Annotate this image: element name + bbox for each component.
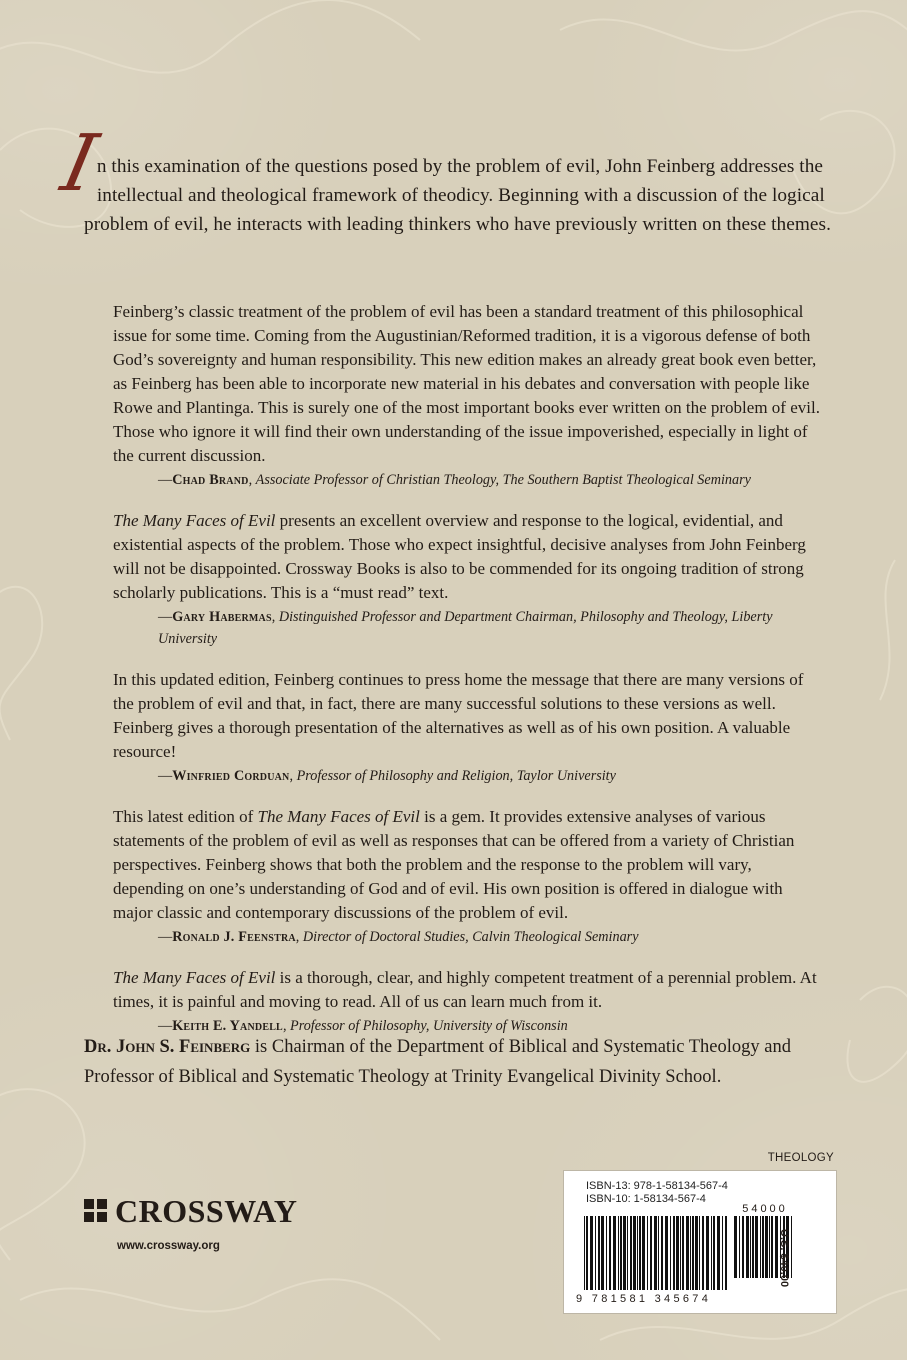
barcode-bar — [734, 1216, 737, 1278]
ean-barcode — [584, 1216, 729, 1292]
barcode-bar — [791, 1216, 792, 1278]
barcode-bar — [633, 1216, 636, 1290]
barcode-bar — [618, 1216, 619, 1290]
endorsement-text: This latest edition of The Many Faces of Evil is a gem. It provides extensive analyses of various statements of the problem of evil as well as responses that can be offered from a variety of Christian perspectives. Feinberg shows that both the problem and the response to the problem will vary, depending on one’s understanding of God and of evil. His own position is offered in dialogue with major classic and contemporary discussions of the problem of evil. — [113, 807, 795, 922]
barcode-bar — [680, 1216, 681, 1290]
barcode-bar — [620, 1216, 622, 1290]
barcode-bar — [755, 1216, 758, 1278]
endorsement-text: The Many Faces of Evil presents an excellent overview and response to the logical, evidential, and existential aspects of the problem. Those who expect insightful, decisive analyses from John Feinberg will not be disappointed. Crossway Books is also to be commended for its ongoing tradition of strong scholarly publications. This is a “must read” text. — [113, 511, 806, 602]
ean-digits: 9 781581 345674 — [576, 1293, 712, 1305]
barcode-bar — [699, 1216, 700, 1290]
intro-paragraph — [54, 119, 832, 240]
barcode-bar — [630, 1216, 632, 1290]
book-title: The Many Faces of Evil — [113, 511, 276, 530]
barcode-bar — [613, 1216, 616, 1290]
barcode-bar — [642, 1216, 645, 1290]
barcode-bar — [690, 1216, 691, 1290]
barcode-bar — [609, 1216, 611, 1290]
endorser-name: Keith E. Yandell — [172, 1018, 283, 1034]
barcode-bar — [722, 1216, 723, 1290]
endorser-name: Ronald J. Feenstra — [172, 929, 296, 945]
category-label: THEOLOGY — [767, 1152, 834, 1164]
endorsement — [113, 509, 825, 650]
endorser-title: Associate Professor of Christian Theology, The Southern Baptist Theological Seminary — [255, 472, 751, 488]
barcode-bar — [692, 1216, 694, 1290]
barcode-bar — [760, 1216, 761, 1278]
barcode-bar — [673, 1216, 675, 1290]
barcode-bar — [706, 1216, 709, 1290]
endorsement — [113, 966, 825, 1037]
barcode-bar — [627, 1216, 628, 1290]
barcode-bar — [769, 1216, 770, 1278]
isbn-10: ISBN-10: 1-58134-567-4 — [586, 1193, 706, 1205]
barcode-bar — [717, 1216, 720, 1290]
price-addon-number: 54000 — [742, 1203, 788, 1215]
barcode-bar — [711, 1216, 712, 1290]
author-bio — [84, 1032, 844, 1092]
endorser-title: Professor of Philosophy and Religion, Taylor University — [296, 768, 616, 784]
endorsements — [113, 300, 825, 1055]
barcode-bar — [601, 1216, 604, 1290]
endorser-title: Distinguished Professor and Department Chairman, Philosophy and Theology, Liberty University — [158, 609, 773, 647]
barcode-bar — [686, 1216, 689, 1290]
barcode-bar — [739, 1216, 740, 1278]
endorsement-attribution: —Chad Brand, Associate Professor of Christian Theology, The Southern Baptist Theological Seminary — [158, 472, 751, 488]
barcode-bar — [762, 1216, 764, 1278]
endorser-name: Winfried Corduan — [172, 768, 290, 784]
isbn-13: ISBN-13: 978-1-58134-567-4 — [586, 1180, 728, 1192]
author-bio-text: is Chairman of the Department of Biblical and Systematic Theology and Professor of Biblical and Systematic Theology at Trinity Evangelical Divinity School. — [84, 1037, 791, 1087]
barcode-bar — [665, 1216, 668, 1290]
barcode-bar — [771, 1216, 773, 1278]
barcode-bar — [647, 1216, 648, 1290]
endorser-name: Chad Brand — [172, 472, 249, 488]
barcode-bar — [595, 1216, 596, 1290]
barcode-bar — [590, 1216, 593, 1290]
barcode-bar — [661, 1216, 663, 1290]
barcode-bar — [650, 1216, 652, 1290]
barcode-bar — [658, 1216, 659, 1290]
endorsement-attribution: —Keith E. Yandell, Professor of Philosophy, University of Wisconsin — [158, 1018, 568, 1034]
barcode-bar — [654, 1216, 657, 1290]
barcode-bar — [752, 1216, 754, 1278]
barcode-bar — [623, 1216, 626, 1290]
author-name: Dr. John S. Feinberg — [84, 1037, 251, 1057]
barcode-bar — [639, 1216, 641, 1290]
endorsement-attribution: —Winfried Corduan, Professor of Philosophy and Religion, Taylor University — [158, 768, 616, 784]
barcode-bar — [713, 1216, 715, 1290]
endorser-title: Professor of Philosophy, University of Wisconsin — [290, 1018, 568, 1034]
barcode-bar — [702, 1216, 704, 1290]
endorsement — [113, 668, 825, 787]
endorser-title: Director of Doctoral Studies, Calvin Theological Seminary — [302, 929, 639, 945]
endorser-name: Gary Habermas — [172, 609, 272, 625]
publisher-url: www.crossway.org — [117, 1240, 220, 1252]
book-title: The Many Faces of Evil — [257, 807, 420, 826]
intro-text: n this examination of the questions posed by the problem of evil, John Feinberg addresses the intellectual and theological framework of theodicy. Beginning with a discussion of the logical problem of evil, he interacts with leading thinkers who have previously written on these themes. — [84, 156, 831, 236]
endorsement-text: The Many Faces of Evil is a thorough, clear, and highly competent treatment of a perennial problem. At times, it is painful and moving to read. All of us can learn much from it. — [113, 968, 817, 1011]
endorsement-text: Feinberg’s classic treatment of the problem of evil has been a standard treatment of this philosophical issue for some time. Coming from the Augustinian/Reformed tradition, it is a vigorous defense of both God’s sovereignty and human responsibility. This new edition makes an already great book even better, as Feinberg has been able to incorporate new material in his debates and conversation with people like Rowe and Plantinga. This is surely one of the most important books ever written on the problem of evil. Those who ignore it will find their own understanding of the issue impoverished, especially in light of the current discussion. — [113, 302, 820, 465]
crossway-mark-icon — [84, 1199, 108, 1223]
barcode-bar — [746, 1216, 749, 1278]
barcode-bar — [765, 1216, 768, 1278]
endorsement-attribution: —Gary Habermas, Distinguished Professor and Department Chairman, Philosophy and Theology, Liberty University — [158, 609, 773, 647]
barcode-bar — [725, 1216, 727, 1290]
book-title: The Many Faces of Evil — [113, 968, 276, 987]
barcode-bar — [586, 1216, 588, 1290]
barcode-bar — [637, 1216, 638, 1290]
barcode-bar — [750, 1216, 751, 1278]
barcode-bar — [742, 1216, 744, 1278]
barcode-bar — [682, 1216, 684, 1290]
price-label: U.S. $40.00 — [778, 1229, 790, 1288]
barcode-bar — [695, 1216, 698, 1290]
barcode-bar — [598, 1216, 600, 1290]
publisher-name: CROSSWAY — [115, 1193, 298, 1229]
endorsement — [113, 300, 825, 491]
endorsement — [113, 805, 825, 948]
barcode-panel — [563, 1170, 837, 1314]
barcode-bar — [606, 1216, 607, 1290]
endorsement-text: In this updated edition, Feinberg continues to press home the message that there are many versions of the problem of evil and that, in fact, there are many successful solutions to these versions as well. Feinberg gives a thorough presentation of the alternatives as well as of his own position. A valuable resource! — [113, 670, 804, 761]
barcode-bar — [670, 1216, 671, 1290]
drop-cap: I — [54, 119, 105, 209]
barcode-bar — [584, 1216, 585, 1290]
endorsement-attribution: —Ronald J. Feenstra, Director of Doctoral Studies, Calvin Theological Seminary — [158, 929, 639, 945]
barcode-bar — [676, 1216, 679, 1290]
